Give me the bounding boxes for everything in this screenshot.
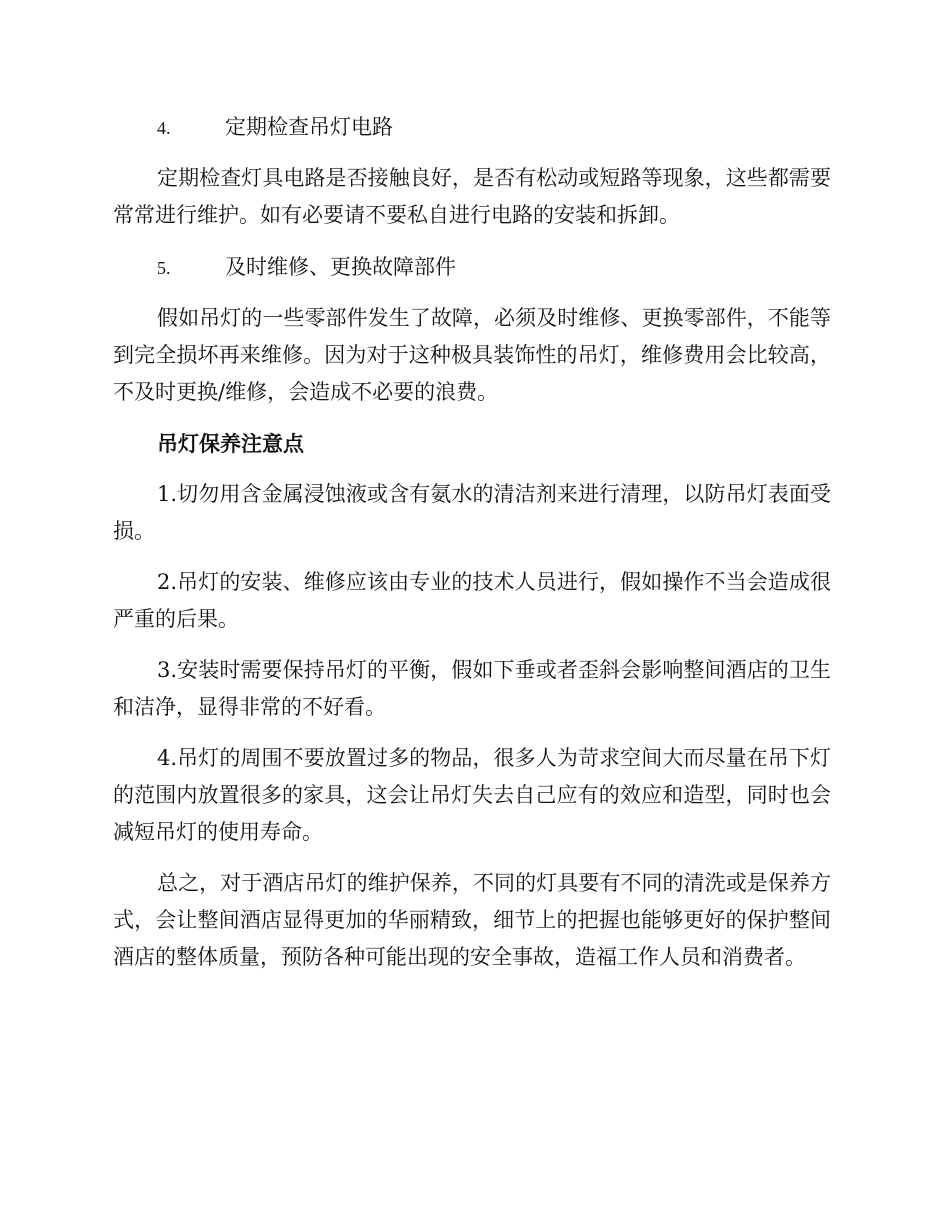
note-point: 1.切勿用含金属浸蚀液或含有氨水的清洁剂来进行清理，以防吊灯表面受损。 [113,482,831,543]
section-number: 4. [157,118,171,138]
note-point: 2.吊灯的安装、维修应该由专业的技术人员进行，假如操作不当会造成很严重的后果。 [113,570,831,631]
section-body-5: 假如吊灯的一些零部件发生了故障，必须及时维修、更换零部件，不能等到完全损坏再来维修。因为对于这种极具装饰性的吊灯，维修费用会比较高，不及时更换/维修，会造成不必要的浪费。 [113,306,831,404]
section-title: 及时维修、更换故障部件 [225,255,456,279]
section-number: 5. [157,258,171,278]
section-title: 定期检查吊灯电路 [225,115,393,139]
conclusion-paragraph: 总之，对于酒店吊灯的维护保养，不同的灯具要有不同的清洗或是保养方式，会让整间酒店显得更加的华丽精致，细节上的把握也能够更好的保护整间酒店的整体质量，预防各种可能出现的安全事故，造福工作人员和消费者。 [113,871,831,969]
section-heading-5 [113,248,831,287]
section-heading-4 [113,108,831,147]
notes-heading: 吊灯保养注意点 [157,432,304,456]
note-point: 4.吊灯的周围不要放置过多的物品，很多人为苛求空间大而尽量在吊下灯的范围内放置很多的家具，这会让吊灯失去自己应有的效应和造型，同时也会减短吊灯的使用寿命。 [113,746,831,844]
note-point: 3.安装时需要保持吊灯的平衡，假如下垂或者歪斜会影响整间酒店的卫生和洁净，显得非常的不好看。 [113,658,831,719]
document-content [113,108,831,990]
section-body-4: 定期检查灯具电路是否接触良好，是否有松动或短路等现象，这些都需要常常进行维护。如有必要请不要私自进行电路的安装和拆卸。 [113,166,831,227]
